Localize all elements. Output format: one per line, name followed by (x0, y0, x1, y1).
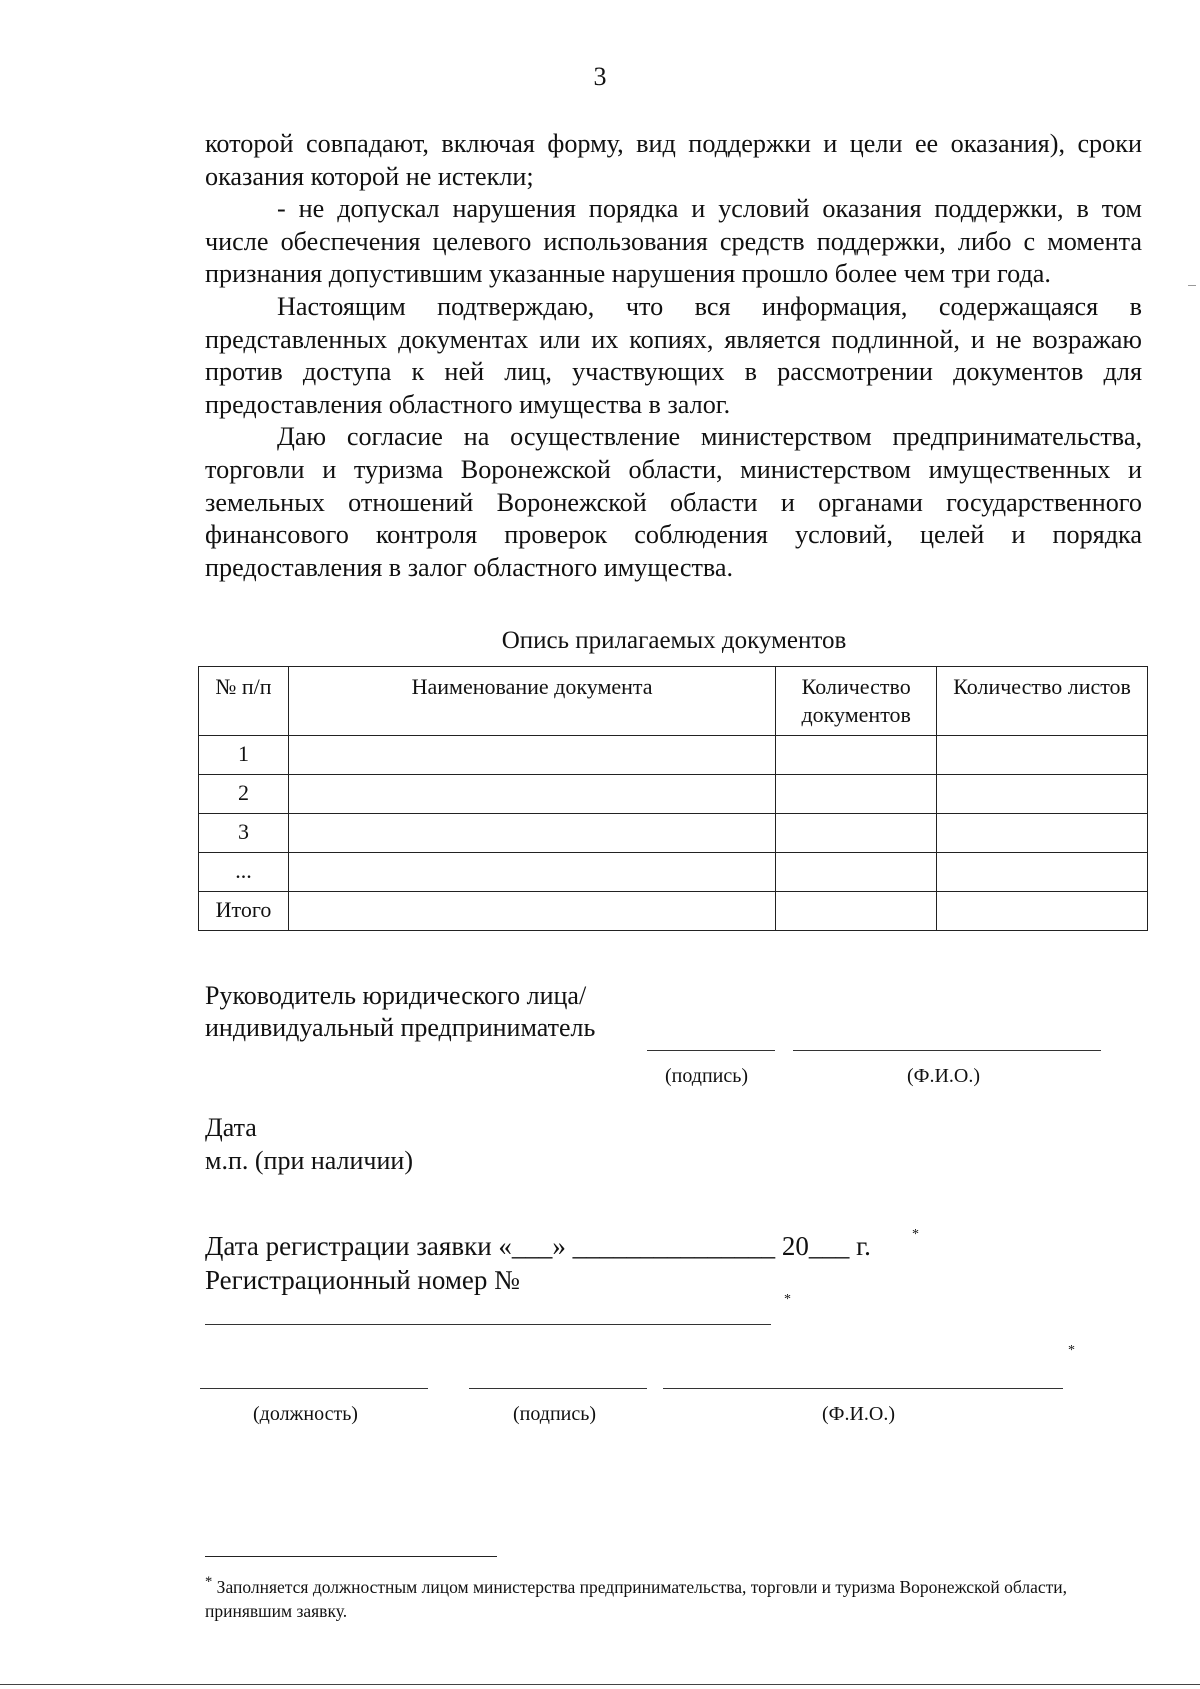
signatory-line-1: Руководитель юридического лица/ (205, 981, 587, 1010)
caption-signature: (подпись) (665, 1065, 749, 1087)
col-header-number: № п/п (199, 667, 289, 736)
footnote-mark: * (784, 1292, 791, 1307)
cell-name[interactable] (288, 814, 775, 853)
caption-name: (Ф.И.О.) (907, 1065, 981, 1087)
body-text (205, 128, 1142, 584)
registration-date: Дата регистрации заявки «___» _______________ 20___ г. (205, 1231, 871, 1261)
cell-name[interactable] (288, 853, 775, 892)
registration-number-line[interactable] (205, 1324, 771, 1325)
caption-official-name: (Ф.И.О.) (822, 1403, 896, 1425)
footnote-mark: * (1068, 1343, 1075, 1358)
cell-sheet-count[interactable] (937, 736, 1148, 775)
footnote-text: Заполняется должностным лицом министерства предпринимательства, торговли и туризма Воронежской области, принявшим заявку. (205, 1576, 1068, 1621)
date-label: Дата (205, 1113, 257, 1142)
name-line[interactable] (793, 1050, 1101, 1051)
cell-sheet-count[interactable] (937, 775, 1148, 814)
scan-edge (0, 1684, 1200, 1685)
footnote-mark: * (912, 1227, 919, 1242)
table-row (199, 814, 1148, 853)
page-number: 3 (593, 62, 607, 91)
footnote-separator (205, 1556, 497, 1557)
footnote (205, 1570, 1145, 1623)
caption-official-signature: (подпись) (513, 1403, 597, 1425)
date-block (205, 1111, 413, 1177)
row-number: 3 (199, 814, 289, 853)
paragraph-3: Настоящим подтверждаю, что вся информация, содержащаяся в представленных документах или их копиях, является подлинной, и не возражаю против доступа к ней лиц, участвующих в рассмотрении документов для предоставления областного имущества в залог. (205, 291, 1142, 419)
registration-number-label: Регистрационный номер № (205, 1265, 520, 1295)
row-total-label: Итого (199, 892, 289, 931)
scan-mark (1188, 285, 1196, 286)
table-header-row (199, 667, 1148, 736)
table-row (199, 736, 1148, 775)
table-row (199, 853, 1148, 892)
official-name-line[interactable] (663, 1388, 1063, 1389)
row-number: 1 (199, 736, 289, 775)
row-number: ... (199, 853, 289, 892)
cell-doc-count[interactable] (776, 814, 937, 853)
signatory-label (205, 980, 595, 1044)
col-header-doc-count: Количество документов (776, 667, 937, 736)
table-title: Опись прилагаемых документов (501, 627, 847, 654)
cell-doc-count[interactable] (776, 775, 937, 814)
cell-doc-count[interactable] (776, 892, 937, 931)
cell-doc-count[interactable] (776, 853, 937, 892)
table-row (199, 775, 1148, 814)
row-number: 2 (199, 775, 289, 814)
seal-label: м.п. (при наличии) (205, 1146, 413, 1175)
position-line[interactable] (200, 1388, 428, 1389)
footnote-mark: * (205, 1574, 213, 1590)
cell-sheet-count[interactable] (937, 853, 1148, 892)
col-header-sheet-count: Количество листов (937, 667, 1148, 736)
signature-line[interactable] (647, 1050, 775, 1051)
cell-doc-count[interactable] (776, 736, 937, 775)
paragraph-4: Даю согласие на осуществление министерством предпринимательства, торговли и туризма Воронежской области, министерством имущественных и земельных отношений Воронежской области и органами государственного финансового контроля проверок соблюдения условий, целей и порядка предоставления в залог областного имущества. (205, 422, 1142, 582)
cell-sheet-count[interactable] (937, 892, 1148, 931)
paragraph-1: которой совпадают, включая форму, вид поддержки и цели ее оказания), сроки оказания которой не истекли; (205, 129, 1142, 191)
paragraph-2: - не допускал нарушения порядка и условий оказания поддержки, в том числе обеспечения целевого использования средств поддержки, либо с момента признания допустившим указанные нарушения прошло более чем три года. (205, 194, 1142, 289)
signatory-line-2: индивидуальный предприниматель (205, 1013, 596, 1042)
cell-name[interactable] (288, 892, 775, 931)
official-signature-line[interactable] (469, 1388, 647, 1389)
cell-name[interactable] (288, 775, 775, 814)
documents-table (198, 666, 1148, 931)
cell-sheet-count[interactable] (937, 814, 1148, 853)
table-total-row (199, 892, 1148, 931)
caption-position: (должность) (253, 1403, 358, 1425)
cell-name[interactable] (288, 736, 775, 775)
col-header-name: Наименование документа (288, 667, 775, 736)
